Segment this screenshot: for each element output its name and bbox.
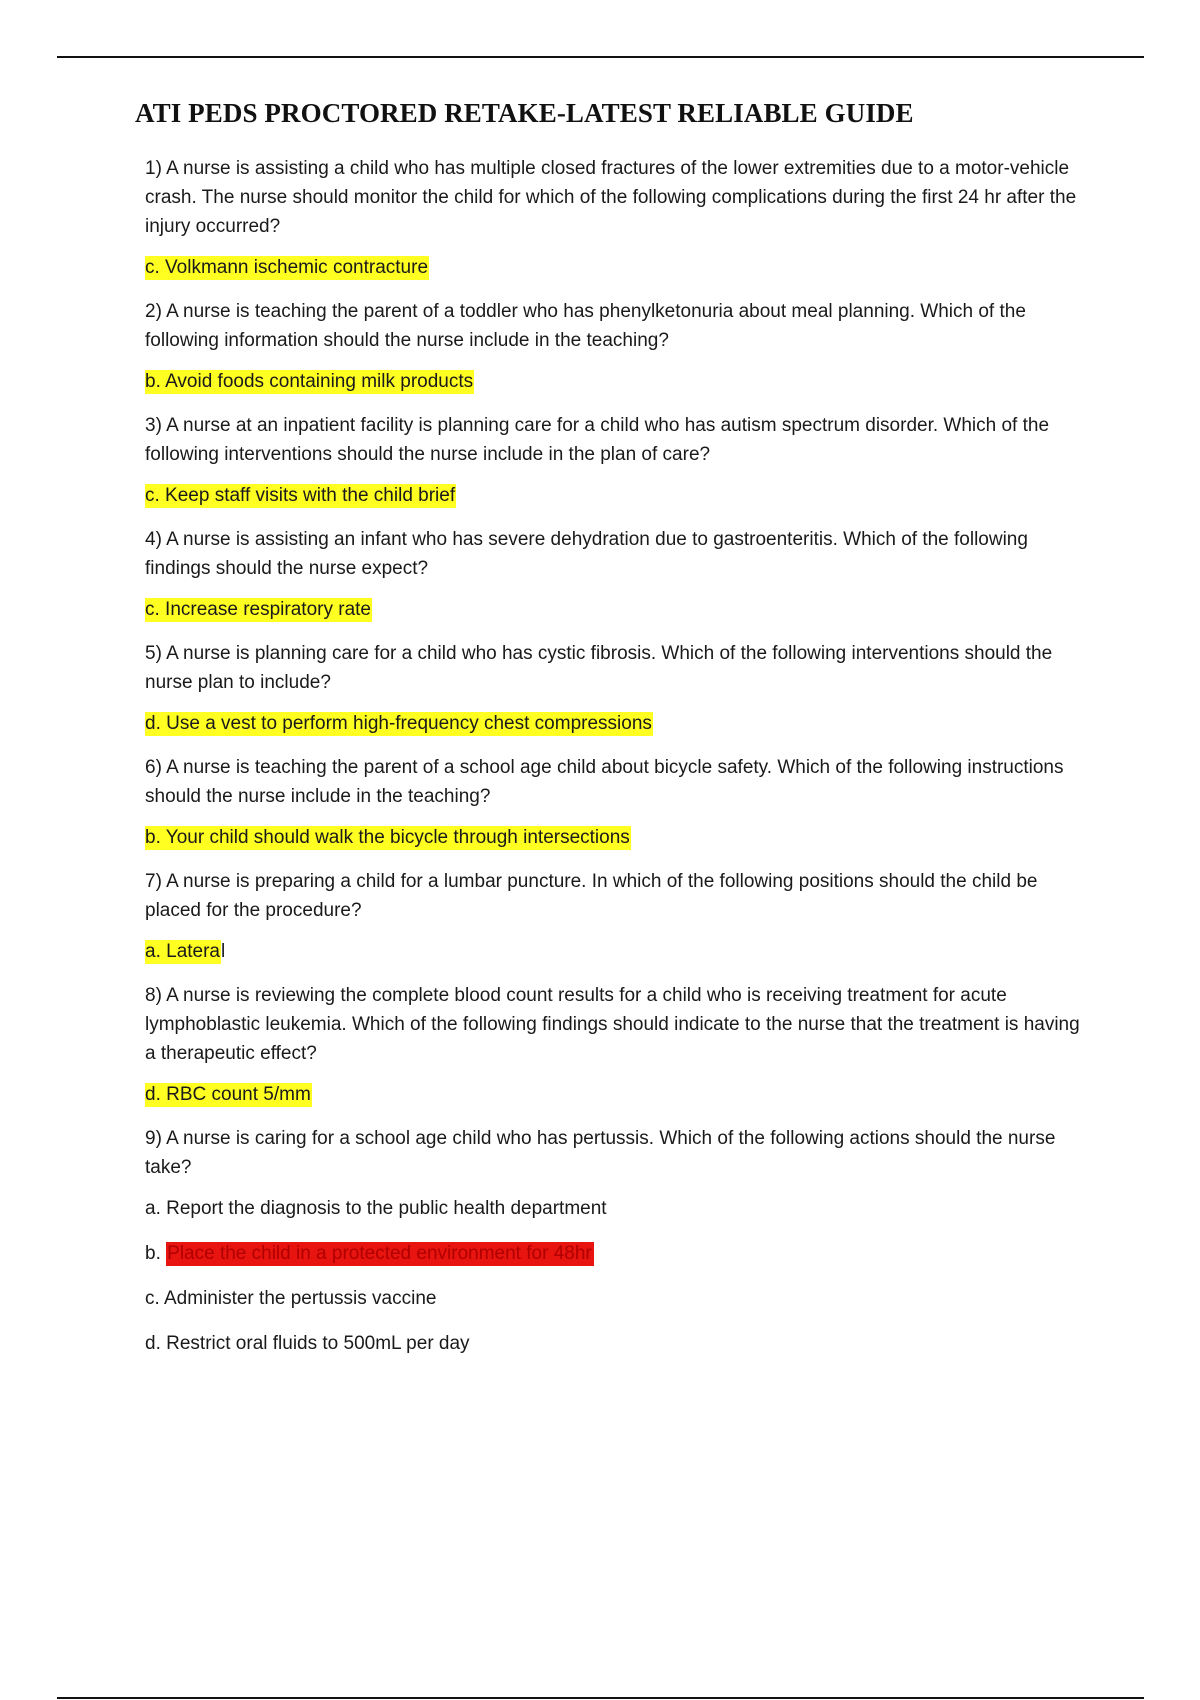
answer-5 (145, 711, 1085, 737)
answer-6-highlight: b. Your child should walk the bicycle through intersections (145, 827, 630, 848)
answer-7-tail: l (221, 941, 226, 962)
option-b-red-highlight: Place the child in a protected environment for 48hr (167, 1243, 592, 1264)
answer-1 (145, 255, 1085, 281)
question-9-option-b (145, 1241, 1085, 1267)
question-5: 5) A nurse is planning care for a child who has cystic fibrosis. Which of the following interventions should the nurse plan to include? (145, 643, 1053, 693)
answer-2 (145, 369, 1085, 395)
answer-8-highlight: d. RBC count 5/mm (145, 1084, 311, 1105)
question-list (145, 154, 1085, 1376)
document-title: ATI PEDS PROCTORED RETAKE-LATEST RELIABLE GUIDE (135, 98, 914, 128)
answer-7 (145, 939, 1085, 965)
top-rule (57, 56, 1144, 58)
option-b-prefix: b. (145, 1243, 161, 1264)
answer-8 (145, 1082, 1085, 1108)
question-4: 4) A nurse is assisting an infant who has severe dehydration due to gastroenteritis. Which of the following findings should the nurse expect? (145, 529, 1028, 579)
answer-4-highlight: c. Increase respiratory rate (145, 599, 371, 620)
answer-3 (145, 483, 1085, 509)
question-9-option-c: c. Administer the pertussis vaccine (145, 1288, 437, 1309)
bottom-rule (57, 1697, 1144, 1699)
question-6: 6) A nurse is teaching the parent of a school age child about bicycle safety. Which of the following instructions should the nurse include in the teaching? (145, 757, 1064, 807)
question-2: 2) A nurse is teaching the parent of a toddler who has phenylketonuria about meal planning. Which of the following information should the nurse include in the teaching? (145, 301, 1026, 351)
answer-2-highlight: b. Avoid foods containing milk products (145, 371, 474, 392)
answer-6 (145, 825, 1085, 851)
answer-1-highlight: c. Volkmann ischemic contracture (145, 257, 429, 278)
answer-5-highlight: d. Use a vest to perform high-frequency chest compressions (145, 713, 652, 734)
answer-3-highlight: c. Keep staff visits with the child brief (145, 485, 456, 506)
question-9: 9) A nurse is caring for a school age child who has pertussis. Which of the following actions should the nurse take? (145, 1128, 1056, 1178)
question-1: 1) A nurse is assisting a child who has multiple closed fractures of the lower extremities due to a motor-vehicle crash. The nurse should monitor the child for which of the following complications during the first 24 hr after the injury occurred? (145, 158, 1077, 237)
question-9-option-a: a. Report the diagnosis to the public health department (145, 1198, 607, 1219)
answer-4 (145, 597, 1085, 623)
question-3: 3) A nurse at an inpatient facility is planning care for a child who has autism spectrum disorder. Which of the following interventions should the nurse include in the plan of care? (145, 415, 1050, 465)
answer-7-highlight: a. Latera (145, 941, 220, 962)
question-8: 8) A nurse is reviewing the complete blood count results for a child who is receiving treatment for acute lymphoblastic leukemia. Which of the following findings should indicate to the nurse that the treatment is having a therapeutic effect? (145, 985, 1080, 1064)
question-9-option-d: d. Restrict oral fluids to 500mL per day (145, 1333, 470, 1354)
question-7: 7) A nurse is preparing a child for a lumbar puncture. In which of the following positions should the child be placed for the procedure? (145, 871, 1038, 921)
